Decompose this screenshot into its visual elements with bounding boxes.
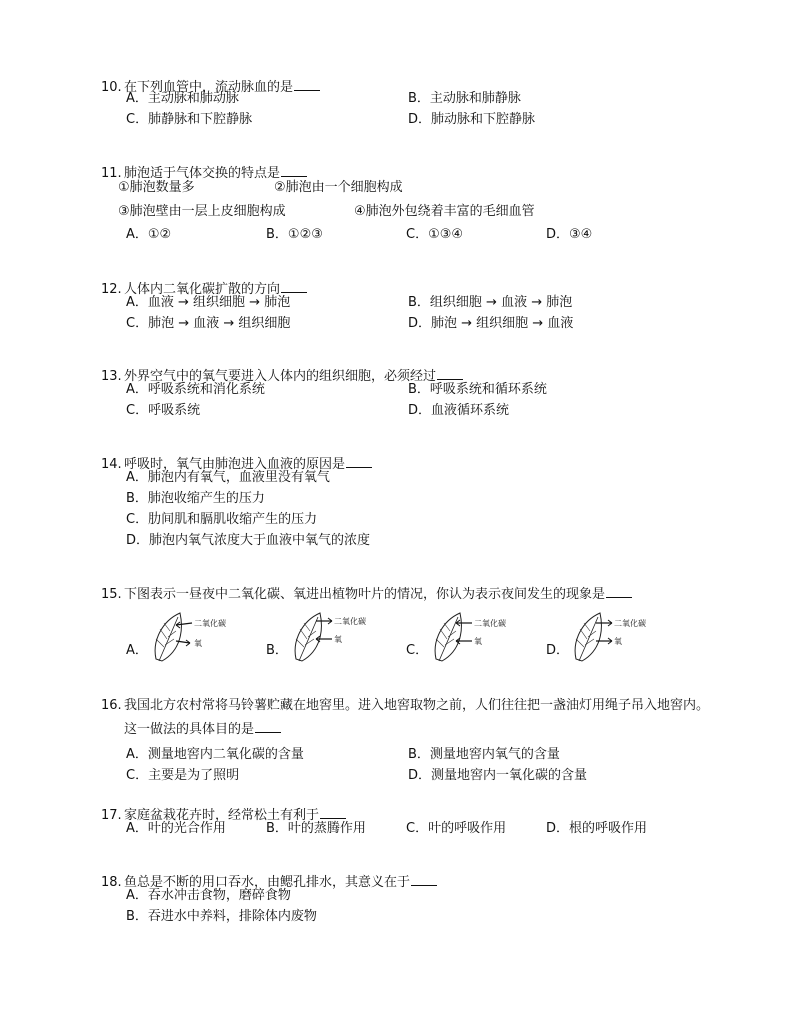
stem-text: 人体内二氧化碳扩散的方向	[124, 282, 281, 297]
option-b: B．呼吸系统和循环系统	[408, 382, 547, 397]
leaf-option-b	[266, 609, 386, 665]
stem-text: 鱼总是不断的用口吞水，由鳃孔排水，其意义在于	[124, 875, 411, 890]
option-b: B．叶的蒸腾作用	[266, 821, 366, 836]
statement-4: ④肺泡外包绕着丰富的毛细血管	[354, 204, 535, 219]
option-a: A．①②	[126, 227, 172, 242]
option-a: A．测量地窖内二氧化碳的含量	[126, 747, 304, 762]
answer-blank	[606, 585, 632, 598]
option-b: B．测量地窖内氧气的含量	[408, 747, 560, 762]
stem-text: 在下列血管中，流动脉血的是	[124, 80, 294, 95]
option-c: C．	[406, 643, 429, 658]
option-a: A．肺泡内有氧气，血液里没有氧气	[126, 470, 330, 485]
option-b: B．①②③	[266, 227, 323, 242]
question-11: 11. 肺泡适于气体交换的特点是 ①肺泡数量多 ②肺泡由一个细胞构成 ③肺泡壁由一层上皮细胞构成 ④肺泡外包绕着丰富的毛细血管 A．①② B．①②③ C．①③④ D．③④	[104, 164, 724, 245]
stem-text: 呼吸时，氧气由肺泡进入血液的原因是	[124, 457, 346, 472]
option-a: A．呼吸系统和消化系统	[126, 382, 265, 397]
o2-label: 氧	[474, 637, 482, 646]
option-c: C．叶的呼吸作用	[406, 821, 507, 836]
leaf-diagram-icon	[292, 609, 388, 665]
question-18: 18. 鱼总是不断的用口吞水，由鳃孔排水，其意义在于 A．吞水冲击食物，磨碎食物 B．吞进水中养料，排除体内废物	[104, 873, 724, 927]
co2-label: 二氧化碳	[194, 619, 226, 628]
question-14: 14. 呼吸时，氧气由肺泡进入血液的原因是 A．肺泡内有氧气，血液里没有氧气 B．肺泡收缩产生的压力 C．肋间肌和膈肌收缩产生的压力 D．肺泡内氧气浓度大于血液中氧气的浓度	[104, 455, 724, 551]
option-c: C．肺静脉和下腔静脉	[126, 112, 253, 127]
co2-label: 二氧化碳	[614, 619, 646, 628]
option-b: B．	[266, 643, 288, 658]
option-a: A．吞水冲击食物，磨碎食物	[126, 888, 291, 903]
option-a: A．主动脉和肺动脉	[126, 91, 239, 106]
o2-label: 氧	[194, 639, 202, 648]
leaf-diagram-icon	[152, 609, 248, 665]
option-d: D．	[546, 643, 570, 658]
option-c: C．肺泡 → 血液 → 组织细胞	[126, 316, 291, 331]
option-a: A．血液 → 组织细胞 → 肺泡	[126, 295, 291, 310]
leaf-diagram-icon	[572, 609, 668, 665]
co2-label: 二氧化碳	[334, 617, 366, 626]
leaf-option-d	[546, 609, 666, 665]
option-a: A．	[126, 643, 148, 658]
option-c: C．呼吸系统	[126, 403, 201, 418]
stem-text: 我国北方农村常将马铃薯贮藏在地窖里。进入地窖取物之前，人们往往把一盏油灯用绳子吊入地窖内。这一做法的具体目的是	[124, 698, 710, 737]
leaf-option-c	[406, 609, 526, 665]
option-d: D．③④	[546, 227, 593, 242]
question-12: 12. 人体内二氧化碳扩散的方向 A．血液 → 组织细胞 → 肺泡 B．组织细胞 → 血液 → 肺泡 C．肺泡 → 血液 → 组织细胞 D．肺泡 → 组织细胞 → 血液	[104, 280, 724, 334]
question-16	[101, 694, 724, 786]
o2-label: 氧	[614, 637, 622, 646]
statement-2: ②肺泡由一个细胞构成	[274, 180, 403, 195]
stem-text: 外界空气中的氧气要进入人体内的组织细胞，必须经过	[124, 369, 437, 384]
stem-text: 下图表示一昼夜中二氧化碳、氧进出植物叶片的情况，你认为表示夜间发生的现象是	[124, 587, 606, 602]
option-d: D．根的呼吸作用	[546, 821, 648, 836]
statement-1: ①肺泡数量多	[118, 180, 195, 195]
leaf-figure-row	[104, 609, 724, 665]
option-b: B．肺泡收缩产生的压力	[126, 491, 265, 506]
option-b: B．吞进水中养料，排除体内废物	[126, 909, 317, 924]
leaf-diagram-icon	[432, 609, 528, 665]
co2-label: 二氧化碳	[474, 619, 506, 628]
stem-text: 家庭盆栽花卉时，经常松土有利于	[124, 808, 320, 823]
statement-3: ③肺泡壁由一层上皮细胞构成	[118, 204, 286, 219]
answer-blank	[255, 720, 281, 733]
leaf-option-a	[126, 609, 246, 665]
question-15: 15. 下图表示一昼夜中二氧化碳、氧进出植物叶片的情况，你认为表示夜间发生的现象是 A． 二氧化碳 氧 B． 二氧化碳 氧 C． 二氧化碳 氧 D． 二氧化碳 氧	[104, 585, 724, 665]
question-stem: 16. 我国北方农村常将马铃薯贮藏在地窖里。进入地窖取物之前，人们往往把一盏油灯用绳子吊入地窖内。这一做法的具体目的是	[101, 698, 710, 737]
option-a: A．叶的光合作用	[126, 821, 226, 836]
question-13: 13. 外界空气中的氧气要进入人体内的组织细胞，必须经过 A．呼吸系统和消化系统 B．呼吸系统和循环系统 C．呼吸系统 D．血液循环系统	[104, 367, 724, 421]
option-c: C．主要是为了照明	[126, 768, 240, 783]
option-d: D．血液循环系统	[408, 403, 510, 418]
option-d: D．测量地窖内一氧化碳的含量	[408, 768, 588, 783]
question-17: 17. 家庭盆栽花卉时，经常松土有利于 A．叶的光合作用 B．叶的蒸腾作用 C．叶的呼吸作用 D．根的呼吸作用	[104, 806, 724, 839]
option-d: D．肺动脉和下腔静脉	[408, 112, 536, 127]
option-d: D．肺泡内氧气浓度大于血液中氧气的浓度	[126, 533, 371, 548]
option-b: B．组织细胞 → 血液 → 肺泡	[408, 295, 573, 310]
o2-label: 氧	[334, 635, 342, 644]
option-b: B．主动脉和肺静脉	[408, 91, 521, 106]
question-10: 10. 在下列血管中，流动脉血的是 A．主动脉和肺动脉 B．主动脉和肺静脉 C．肺静脉和下腔静脉 D．肺动脉和下腔静脉	[104, 78, 724, 130]
option-c: C．肋间肌和膈肌收缩产生的压力	[126, 512, 318, 527]
stem-text: 肺泡适于气体交换的特点是	[124, 166, 281, 181]
option-d: D．肺泡 → 组织细胞 → 血液	[408, 316, 574, 331]
option-c: C．①③④	[406, 227, 464, 242]
